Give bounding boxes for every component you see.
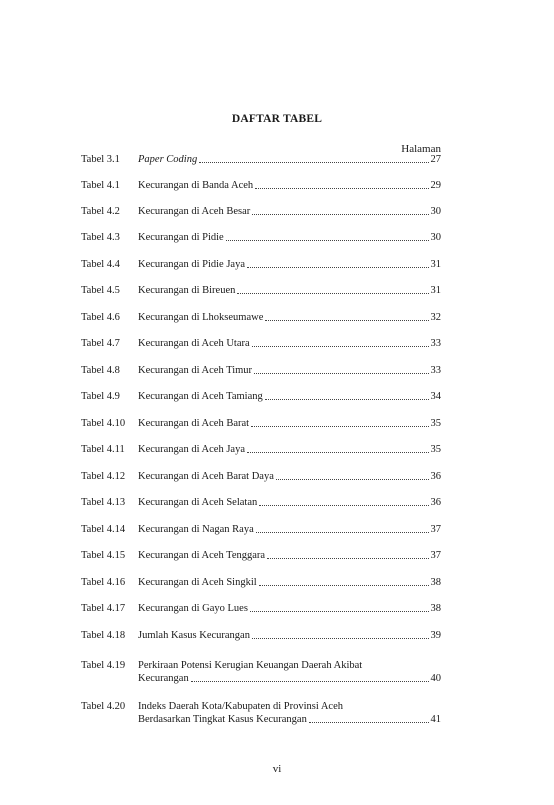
table-label: Tabel 4.10	[81, 418, 126, 429]
table-page-number: 36	[430, 497, 441, 508]
table-label: Tabel 4.8	[81, 365, 120, 376]
table-title: Kecurangan di Gayo Lues	[138, 603, 248, 614]
dot-leader	[247, 443, 429, 453]
table-title: Kecurangan di Aceh Barat Daya	[138, 471, 274, 482]
table-page-number: 38	[430, 577, 441, 588]
table-title: Kecurangan di Aceh Timur	[138, 365, 253, 376]
page-title: DAFTAR TABEL	[231, 113, 323, 125]
table-label: Tabel 4.15	[81, 550, 126, 561]
table-label: Tabel 4.13	[81, 497, 126, 508]
table-title: Kecurangan di Pidie	[138, 232, 224, 243]
table-title: Kecurangan di Nagan Raya	[138, 524, 254, 535]
table-label: Tabel 4.20	[81, 701, 126, 712]
table-page-number: 35	[430, 444, 441, 455]
table-page-number: 39	[430, 630, 441, 641]
table-title: Kecurangan di Aceh Singkil	[138, 577, 257, 588]
table-page-number: 41	[430, 714, 441, 725]
dot-leader	[254, 364, 428, 374]
table-page-number: 37	[430, 550, 441, 561]
table-page-number: 30	[430, 206, 441, 217]
table-page-number: 37	[430, 524, 441, 535]
table-page-number: 40	[430, 673, 441, 684]
dot-leader	[276, 470, 429, 480]
dot-leader	[267, 549, 428, 559]
dot-leader	[259, 496, 428, 506]
table-page-number: 31	[430, 285, 441, 296]
table-page-number: 30	[430, 232, 441, 243]
dot-leader	[226, 231, 429, 241]
table-page-number: 32	[430, 312, 441, 323]
dot-leader	[255, 179, 428, 189]
table-label: Tabel 4.19	[81, 660, 126, 671]
table-page-number: 35	[430, 418, 441, 429]
table-page-number: 33	[430, 338, 441, 349]
table-page-number: 36	[430, 471, 441, 482]
table-page-number: 27	[430, 154, 441, 165]
table-label: Tabel 4.18	[81, 630, 126, 641]
dot-leader	[265, 311, 428, 321]
table-page-number: 31	[430, 259, 441, 270]
page-column-header: Halaman	[401, 143, 441, 155]
table-label: Tabel 4.4	[81, 259, 120, 270]
table-label: Tabel 4.5	[81, 285, 120, 296]
table-page-number: 33	[430, 365, 441, 376]
table-label: Tabel 4.6	[81, 312, 120, 323]
dot-leader	[251, 417, 428, 427]
table-title-line1: Indeks Daerah Kota/Kabupaten di Provinsi Aceh	[138, 701, 343, 712]
dot-leader	[191, 672, 429, 682]
table-title: Kecurangan di Pidie Jaya	[138, 259, 246, 270]
table-label: Tabel 4.9	[81, 391, 120, 402]
table-title: Kecurangan di Aceh Tenggara	[138, 550, 266, 561]
table-title: Paper Coding	[138, 154, 198, 165]
table-label: Tabel 4.16	[81, 577, 126, 588]
table-page-number: 34	[430, 391, 441, 402]
dot-leader	[199, 153, 428, 163]
table-label: Tabel 4.3	[81, 232, 120, 243]
table-title: Kecurangan di Aceh Besar	[138, 206, 251, 217]
table-page-number: 38	[430, 603, 441, 614]
table-label: Tabel 4.17	[81, 603, 126, 614]
table-title: Kecurangan di Aceh Jaya	[138, 444, 245, 455]
table-label: Tabel 4.1	[81, 180, 120, 191]
table-title: Jumlah Kasus Kecurangan	[138, 630, 250, 641]
table-title: Kecurangan	[138, 673, 189, 684]
table-label: Tabel 3.1	[81, 154, 120, 165]
table-title: Kecurangan di Bireuen	[138, 285, 236, 296]
table-title: Kecurangan di Banda Aceh	[138, 180, 254, 191]
dot-leader	[265, 390, 429, 400]
table-title: Kecurangan di Lhokseumawe	[138, 312, 264, 323]
dot-leader	[250, 602, 429, 612]
table-label: Tabel 4.11	[81, 444, 125, 455]
dot-leader	[247, 258, 428, 268]
dot-leader	[237, 284, 428, 294]
table-label: Tabel 4.2	[81, 206, 120, 217]
dot-leader	[252, 629, 429, 639]
page-number: vi	[272, 763, 282, 775]
dot-leader	[256, 523, 429, 533]
table-title-line1: Perkiraan Potensi Kerugian Keuangan Daerah Akibat	[138, 660, 363, 671]
dot-leader	[252, 337, 429, 347]
table-title: Kecurangan di Aceh Tamiang	[138, 391, 263, 402]
table-title: Kecurangan di Aceh Barat	[138, 418, 250, 429]
table-title: Kecurangan di Aceh Selatan	[138, 497, 258, 508]
table-title: Kecurangan di Aceh Utara	[138, 338, 250, 349]
dot-leader	[259, 576, 429, 586]
table-title: Berdasarkan Tingkat Kasus Kecurangan	[138, 714, 307, 725]
dot-leader	[252, 205, 428, 215]
table-label: Tabel 4.7	[81, 338, 120, 349]
dot-leader	[309, 713, 429, 723]
table-label: Tabel 4.12	[81, 471, 126, 482]
table-page-number: 29	[430, 180, 441, 191]
table-label: Tabel 4.14	[81, 524, 126, 535]
